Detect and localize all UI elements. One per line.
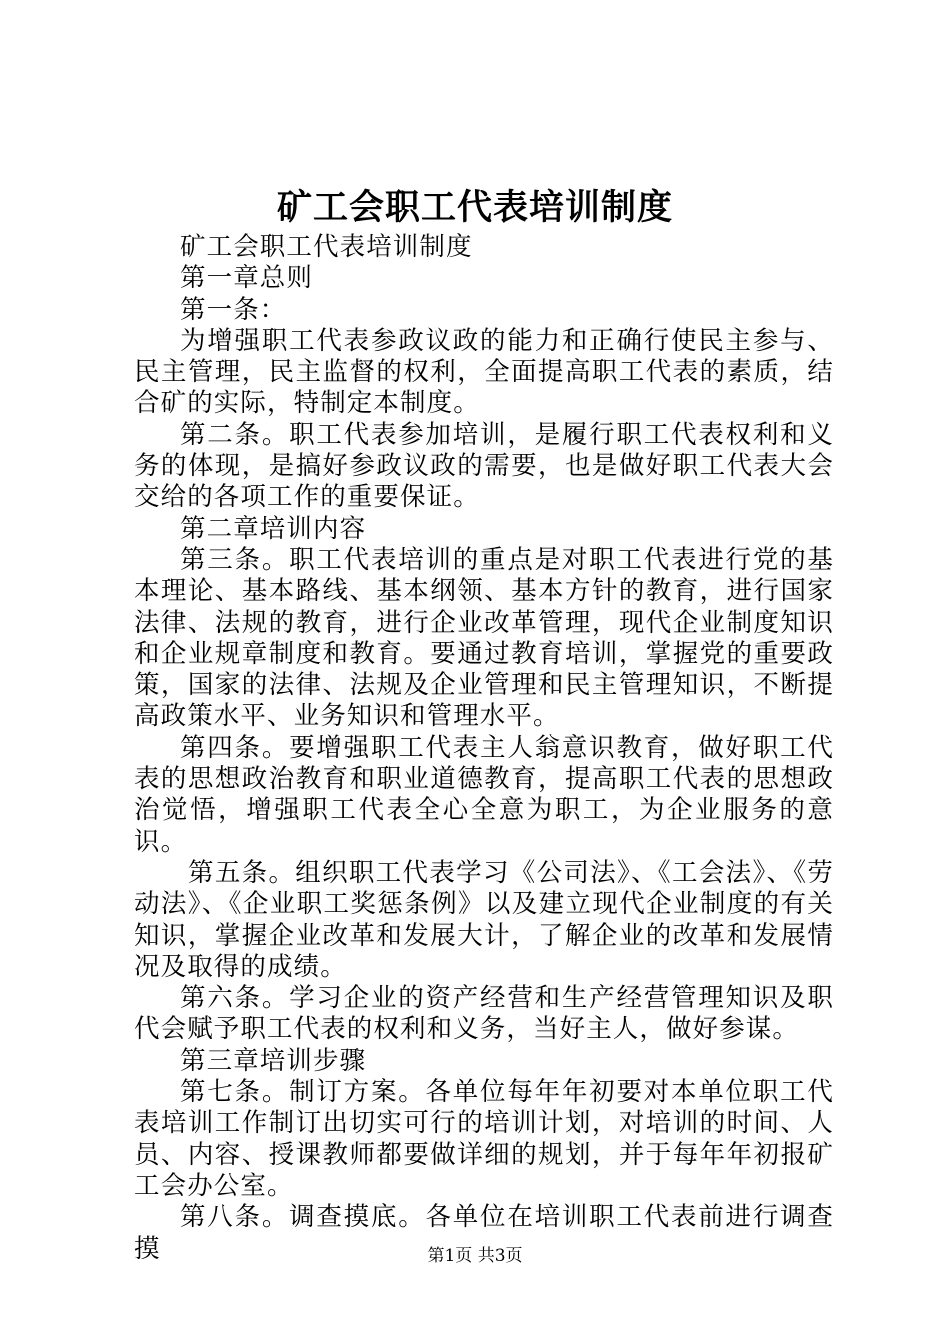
paragraph-article-3: 第三条。职工代表培训的重点是对职工代表进行党的基本理论、基本路线、基本纲领、基本方针的教育，进行国家法律、法规的教育，进行企业改革管理，现代企业制度知识和企业规章制度和教育。要通过教育培训，掌握党的重要政策，国家的法律、法规及企业管理和民主管理知识，不断提高政策水平、业务知识和管理水平。 <box>134 544 834 732</box>
document-title: 矿工会职工代表培训制度 <box>276 187 673 228</box>
paragraph-article-5: 第五条。组织职工代表学习《公司法》、《工会法》、《劳动法》、《企业职工奖惩条例》以及建立现代企业制度的有关知识，掌握企业改革和发展大计，了解企业的改革和发展情况及取得的成绩。 <box>134 857 834 982</box>
paragraph-article-4: 第四条。要增强职工代表主人翁意识教育，做好职工代表的思想政治教育和职业道德教育，提高职工代表的思想政治觉悟，增强职工代表全心全意为职工，为企业服务的意识。 <box>134 732 834 857</box>
chapter-heading-1: 第一章总则 <box>180 263 314 294</box>
paragraph-article-7: 第七条。制订方案。各单位每年年初要对本单位职工代表培训工作制订出切实可行的培训计划，对培训的时间、人员、内容、授课教师都要做详细的规划，并于每年年初报矿工会办公室。 <box>134 1077 834 1201</box>
chapter-heading-3: 第三章培训步骤 <box>180 1045 367 1076</box>
paragraph-subtitle: 矿工会职工代表培训制度 <box>180 232 473 262</box>
chapter-heading-2: 第二章培训内容 <box>180 513 367 544</box>
paragraph-article-6: 第六条。学习企业的资产经营和生产经营管理知识及职代会赋予职工代表的权利和义务，当好主人，做好参谋。 <box>134 983 834 1045</box>
paragraph-article-2: 第二条。职工代表参加培训，是履行职工代表权利和义务的体现，是搞好参政议政的需要，也是做好职工代表大会交给的各项工作的重要保证。 <box>134 419 834 513</box>
article-heading-1: 第一条： <box>180 294 287 325</box>
paragraph-article-8: 第八条。调查摸底。各单位在培训职工代表前进行调查摸 <box>134 1202 834 1264</box>
document-body <box>134 232 834 1265</box>
page-footer: 第1页 共3页 <box>427 1246 523 1266</box>
paragraph-article-1: 为增强职工代表参政议政的能力和正确行使民主参与、民主管理，民主监督的权利，全面提高职工代表的素质，结合矿的实际，特制定本制度。 <box>134 325 834 419</box>
